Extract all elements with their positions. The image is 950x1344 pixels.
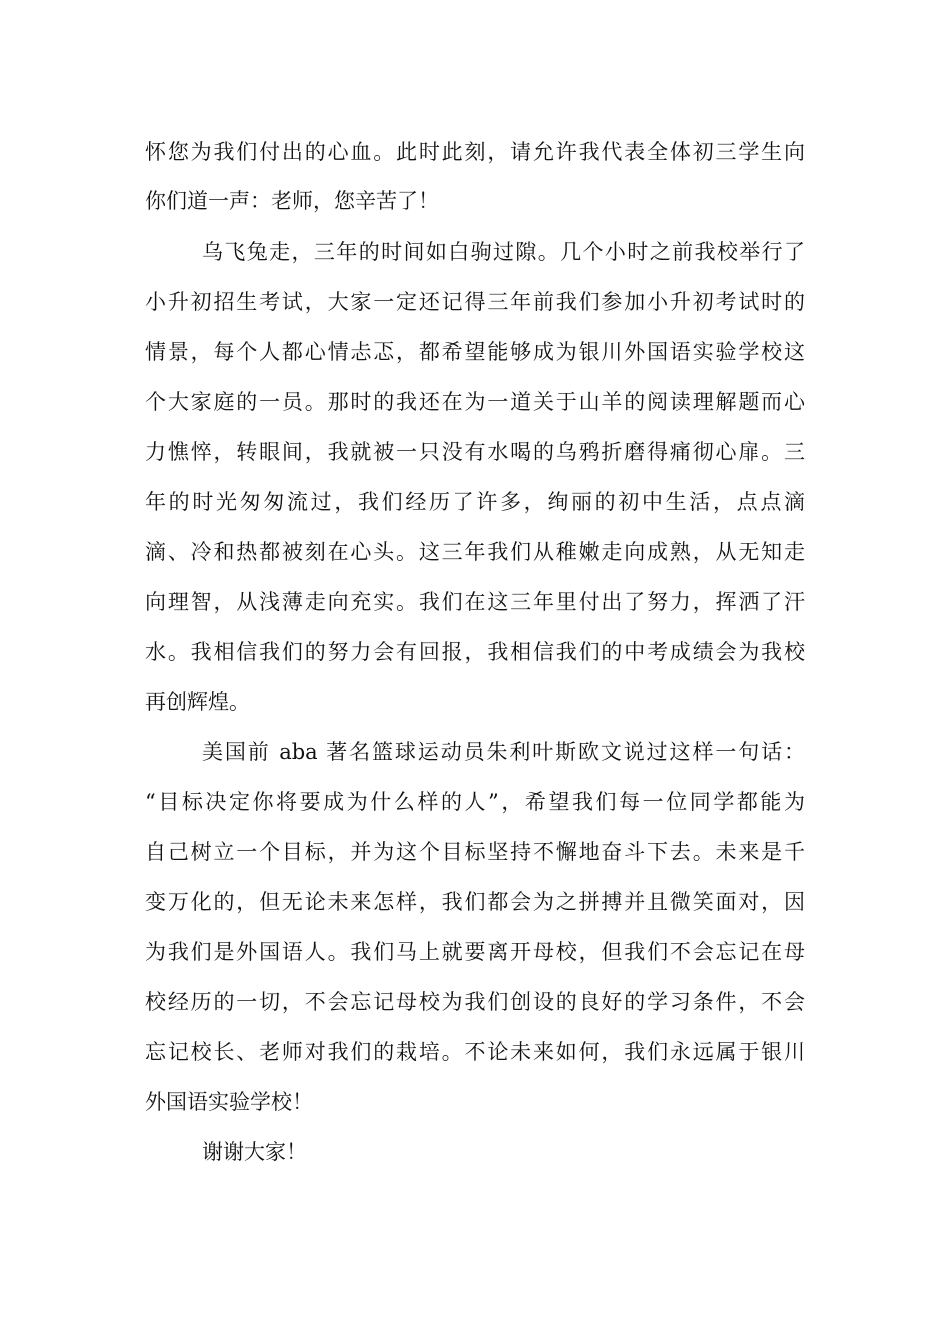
text-line: 向理智，从浅薄走向充实。我们在这三年里付出了努力，挥洒了汗 [145,590,805,614]
text-line: 年的时光匆匆流过，我们经历了许多，绚丽的初中生活，点点滴 [145,490,805,514]
text-line: 外国语实验学校！ [145,1090,313,1114]
text-line: 再创辉煌。 [145,690,250,714]
text-line: 为我们是外国语人。我们马上就要离开母校，但我们不会忘记在母 [145,940,805,964]
paragraph-first-line: 美国前 aba 著名篮球运动员朱利叶斯欧文说过这样一句话： [202,740,805,764]
text-line: 滴、冷和热都被刻在心头。这三年我们从稚嫩走向成熟，从无知走 [145,540,805,564]
text-line: 怀您为我们付出的心血。此时此刻，请允许我代表全体初三学生向 [145,140,805,164]
text-line: 小升初招生考试，大家一定还记得三年前我们参加小升初考试时的 [145,290,805,314]
text-line: “目标决定你将要成为什么样的人”，希望我们每一位同学都能为 [145,790,805,814]
text-line: 水。我相信我们的努力会有回报，我相信我们的中考成绩会为我校 [145,640,805,664]
text-line: 忘记校长、老师对我们的栽培。不论未来如何，我们永远属于银川 [145,1040,805,1064]
text-line: 校经历的一切，不会忘记母校为我们创设的良好的学习条件，不会 [145,990,805,1014]
text-line: 个大家庭的一员。那时的我还在为一道关于山羊的阅读理解题而心 [145,390,805,414]
text-line: 力憔悴，转眼间，我就被一只没有水喝的乌鸦折磨得痛彻心扉。三 [145,440,805,464]
text-line: 你们道一声：老师，您辛苦了！ [145,189,439,213]
paragraph-first-line: 乌飞兔走，三年的时间如白驹过隙。几个小时之前我校举行了 [202,240,805,264]
closing-line: 谢谢大家！ [202,1140,307,1164]
text-line: 情景，每个人都心情忐忑，都希望能够成为银川外国语实验学校这 [145,340,805,364]
text-line: 自己树立一个目标，并为这个目标坚持不懈地奋斗下去。未来是千 [145,840,805,864]
text-line: 变万化的，但无论未来怎样，我们都会为之拼搏并且微笑面对，因 [145,890,805,914]
